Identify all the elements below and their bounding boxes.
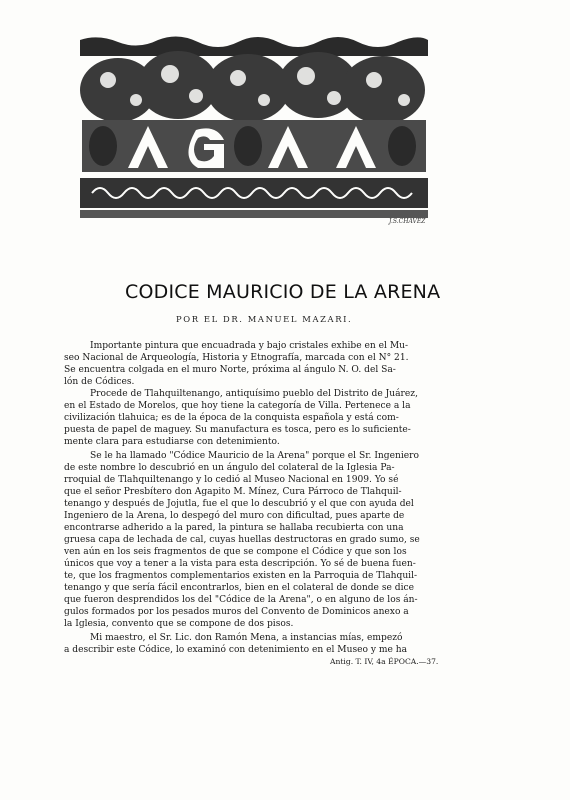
body-line: lón de Códices. [64,377,135,387]
body-line: encontrarse adherido a la pared, la pintura se hallaba recubierta con una [64,523,404,533]
engraver-signature: J.S.CHAVEZ [389,218,426,225]
body-line: que fueron desprendidos los del "Códice de la Arena", o en alguno de los án- [64,595,418,605]
body-line: únicos que voy a tener a la vista para esta descripción. Yo sé de buena fuen- [64,559,416,569]
body-line: gulos formados por los pesados muros del Convento de Dominicos anexo a [64,607,409,617]
body-line: que el señor Presbítero don Agapito M. Mínez, Cura Párroco de Tlahquil- [64,487,402,497]
body-line: ven aún en los seis fragmentos de que se compone el Códice y que son los [64,547,407,557]
body-line: tenango y después de Jojutla, fue el que lo descubrió y el que con ayuda del [64,499,414,509]
body-line: te, que los fragmentos complementarios existen en la Parroquia de Tlahquil- [64,571,418,581]
body-line: seo Nacional de Arqueología, Historia y Etnografía, marcada con el N° 21. [64,353,409,363]
body-line: la Iglesia, convento que se compone de dos pisos. [64,619,294,629]
body-line: Se encuentra colgada en el muro Norte, próxima al ángulo N. O. del Sa- [64,365,396,375]
body-line: Importante pintura que encuadrada y bajo cristales exhibe en el Mu- [90,341,409,351]
body-line: Mi maestro, el Sr. Lic. don Ramón Mena, a instancias mías, empezó [90,633,403,643]
body-line: Ingeniero de la Arena, lo despegó del muro con dificultad, pues aparte de [64,511,405,521]
body-line: a describir este Códice, lo examinó con detenimiento en el Museo y me ha [64,645,408,655]
body-line: civilización tlahuica; es de la época de la conquista española y está com- [64,413,399,423]
article-title: CODICE MAURICIO DE LA ARENA [125,281,441,303]
page-signature-note: Antig. T. IV, 4a ÉPOCA.—37. [330,657,439,666]
body-line: en el Estado de Morelos, que hoy tiene la categoría de Villa. Pertenece a la [64,401,411,411]
body-line: tenango y que sería fácil encontrarlos, bien en el colateral de donde se dice [64,583,414,593]
body-line: gruesa capa de lechada de cal, cuyas huellas destructoras en grado sumo, se [64,535,420,545]
article-byline: POR EL DR. MANUEL MAZARI. [176,314,353,324]
header-engraving-art [78,30,430,226]
header-engraving [78,30,430,226]
body-line: rroquial de Tlahquiltenango y lo cedió al Museo Nacional en 1909. Yo sé [64,475,399,485]
body-line: Procede de Tlahquiltenango, antiquísimo pueblo del Distrito de Juárez, [90,389,418,399]
body-line: puesta de papel de maguey. Su manufactura es tosca, pero es lo suficiente- [64,425,411,435]
body-line: de este nombre lo descubrió en un ángulo del colateral de la Iglesia Pa- [64,463,395,473]
body-line: mente clara para estudiarse con detenimiento. [64,437,280,447]
body-line: Se le ha llamado "Códice Mauricio de la Arena" porque el Sr. Ingeniero [90,451,419,461]
